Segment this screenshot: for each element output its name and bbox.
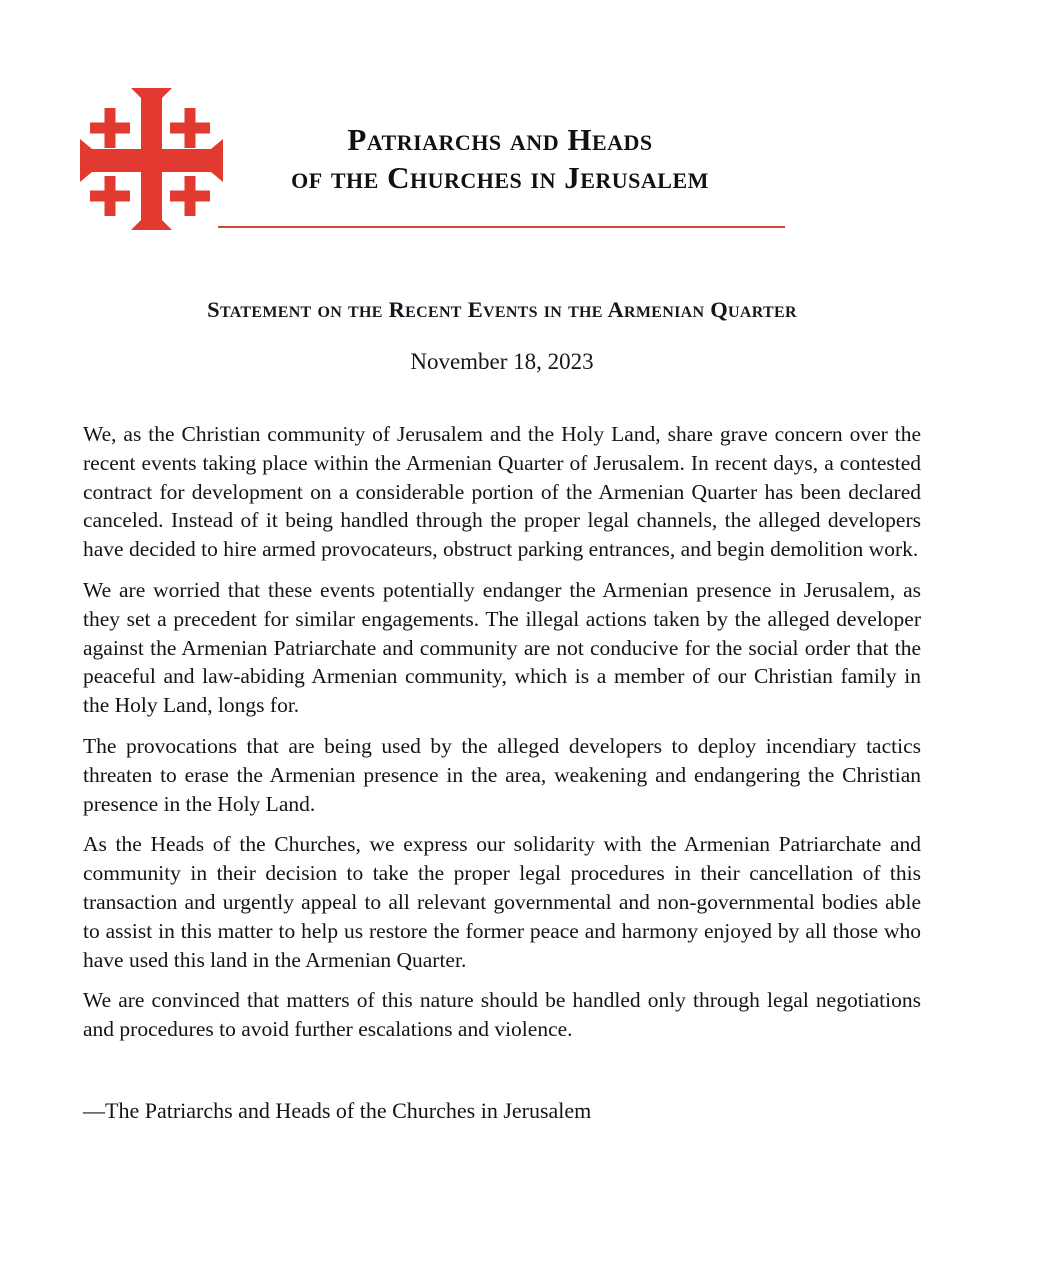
statement-body — [83, 420, 921, 1056]
paragraph: As the Heads of the Churches, we express our solidarity with the Armenian Patriarchate and community in their decision to take the proper legal procedures in their cancellation of this transaction and urgently appeal to all relevant governmental and non-governmental bodies able to assist in this matter to help us restore the former peace and harmony enjoyed by all those who have used this land in the Armenian Quarter. — [83, 832, 921, 972]
statement-date: November 18, 2023 — [410, 349, 594, 374]
org-name — [210, 121, 790, 197]
paragraph: We, as the Christian community of Jerusalem and the Holy Land, share grave concern over the recent events taking place within the Armenian Quarter of Jerusalem. In recent days, a contested contract for development on a considerable portion of the Armenian Quarter has been declared canceled. Instead of it being handled through the proper legal channels, the alleged developers have decided to hire armed provocateurs, obstruct parking entrances, and begin demolition work. — [83, 422, 921, 562]
signature-line: —The Patriarchs and Heads of the Churches in Jerusalem — [83, 1098, 592, 1123]
jerusalem-cross-icon — [80, 88, 223, 230]
org-name-line1: Patriarchs and Heads — [347, 122, 653, 157]
header-divider — [218, 226, 785, 228]
statement-title: Statement on the Recent Events in the Armenian Quarter — [207, 297, 797, 322]
paragraph: The provocations that are being used by the alleged developers to deploy incendiary tactics threaten to erase the Armenian presence in the area, weakening and endangering the Christian presence in the Holy Land. — [83, 733, 921, 816]
paragraph: We are worried that these events potentially endanger the Armenian presence in Jerusalem, as they set a precedent for similar engagements. The illegal actions taken by the alleged developer against the Armenian Patriarchate and community are not conducive for the social order that the peaceful and law-abiding Armenian community, which is a member of our Christian family in the Holy Land, longs for. — [83, 577, 921, 718]
paragraph: We are convinced that matters of this nature should be handled only through legal negotiations and procedures to avoid further escalations and violence. — [83, 988, 921, 1042]
org-name-line2: of the Churches in Jerusalem — [291, 160, 709, 195]
jerusalem-cross-shape — [80, 88, 223, 230]
